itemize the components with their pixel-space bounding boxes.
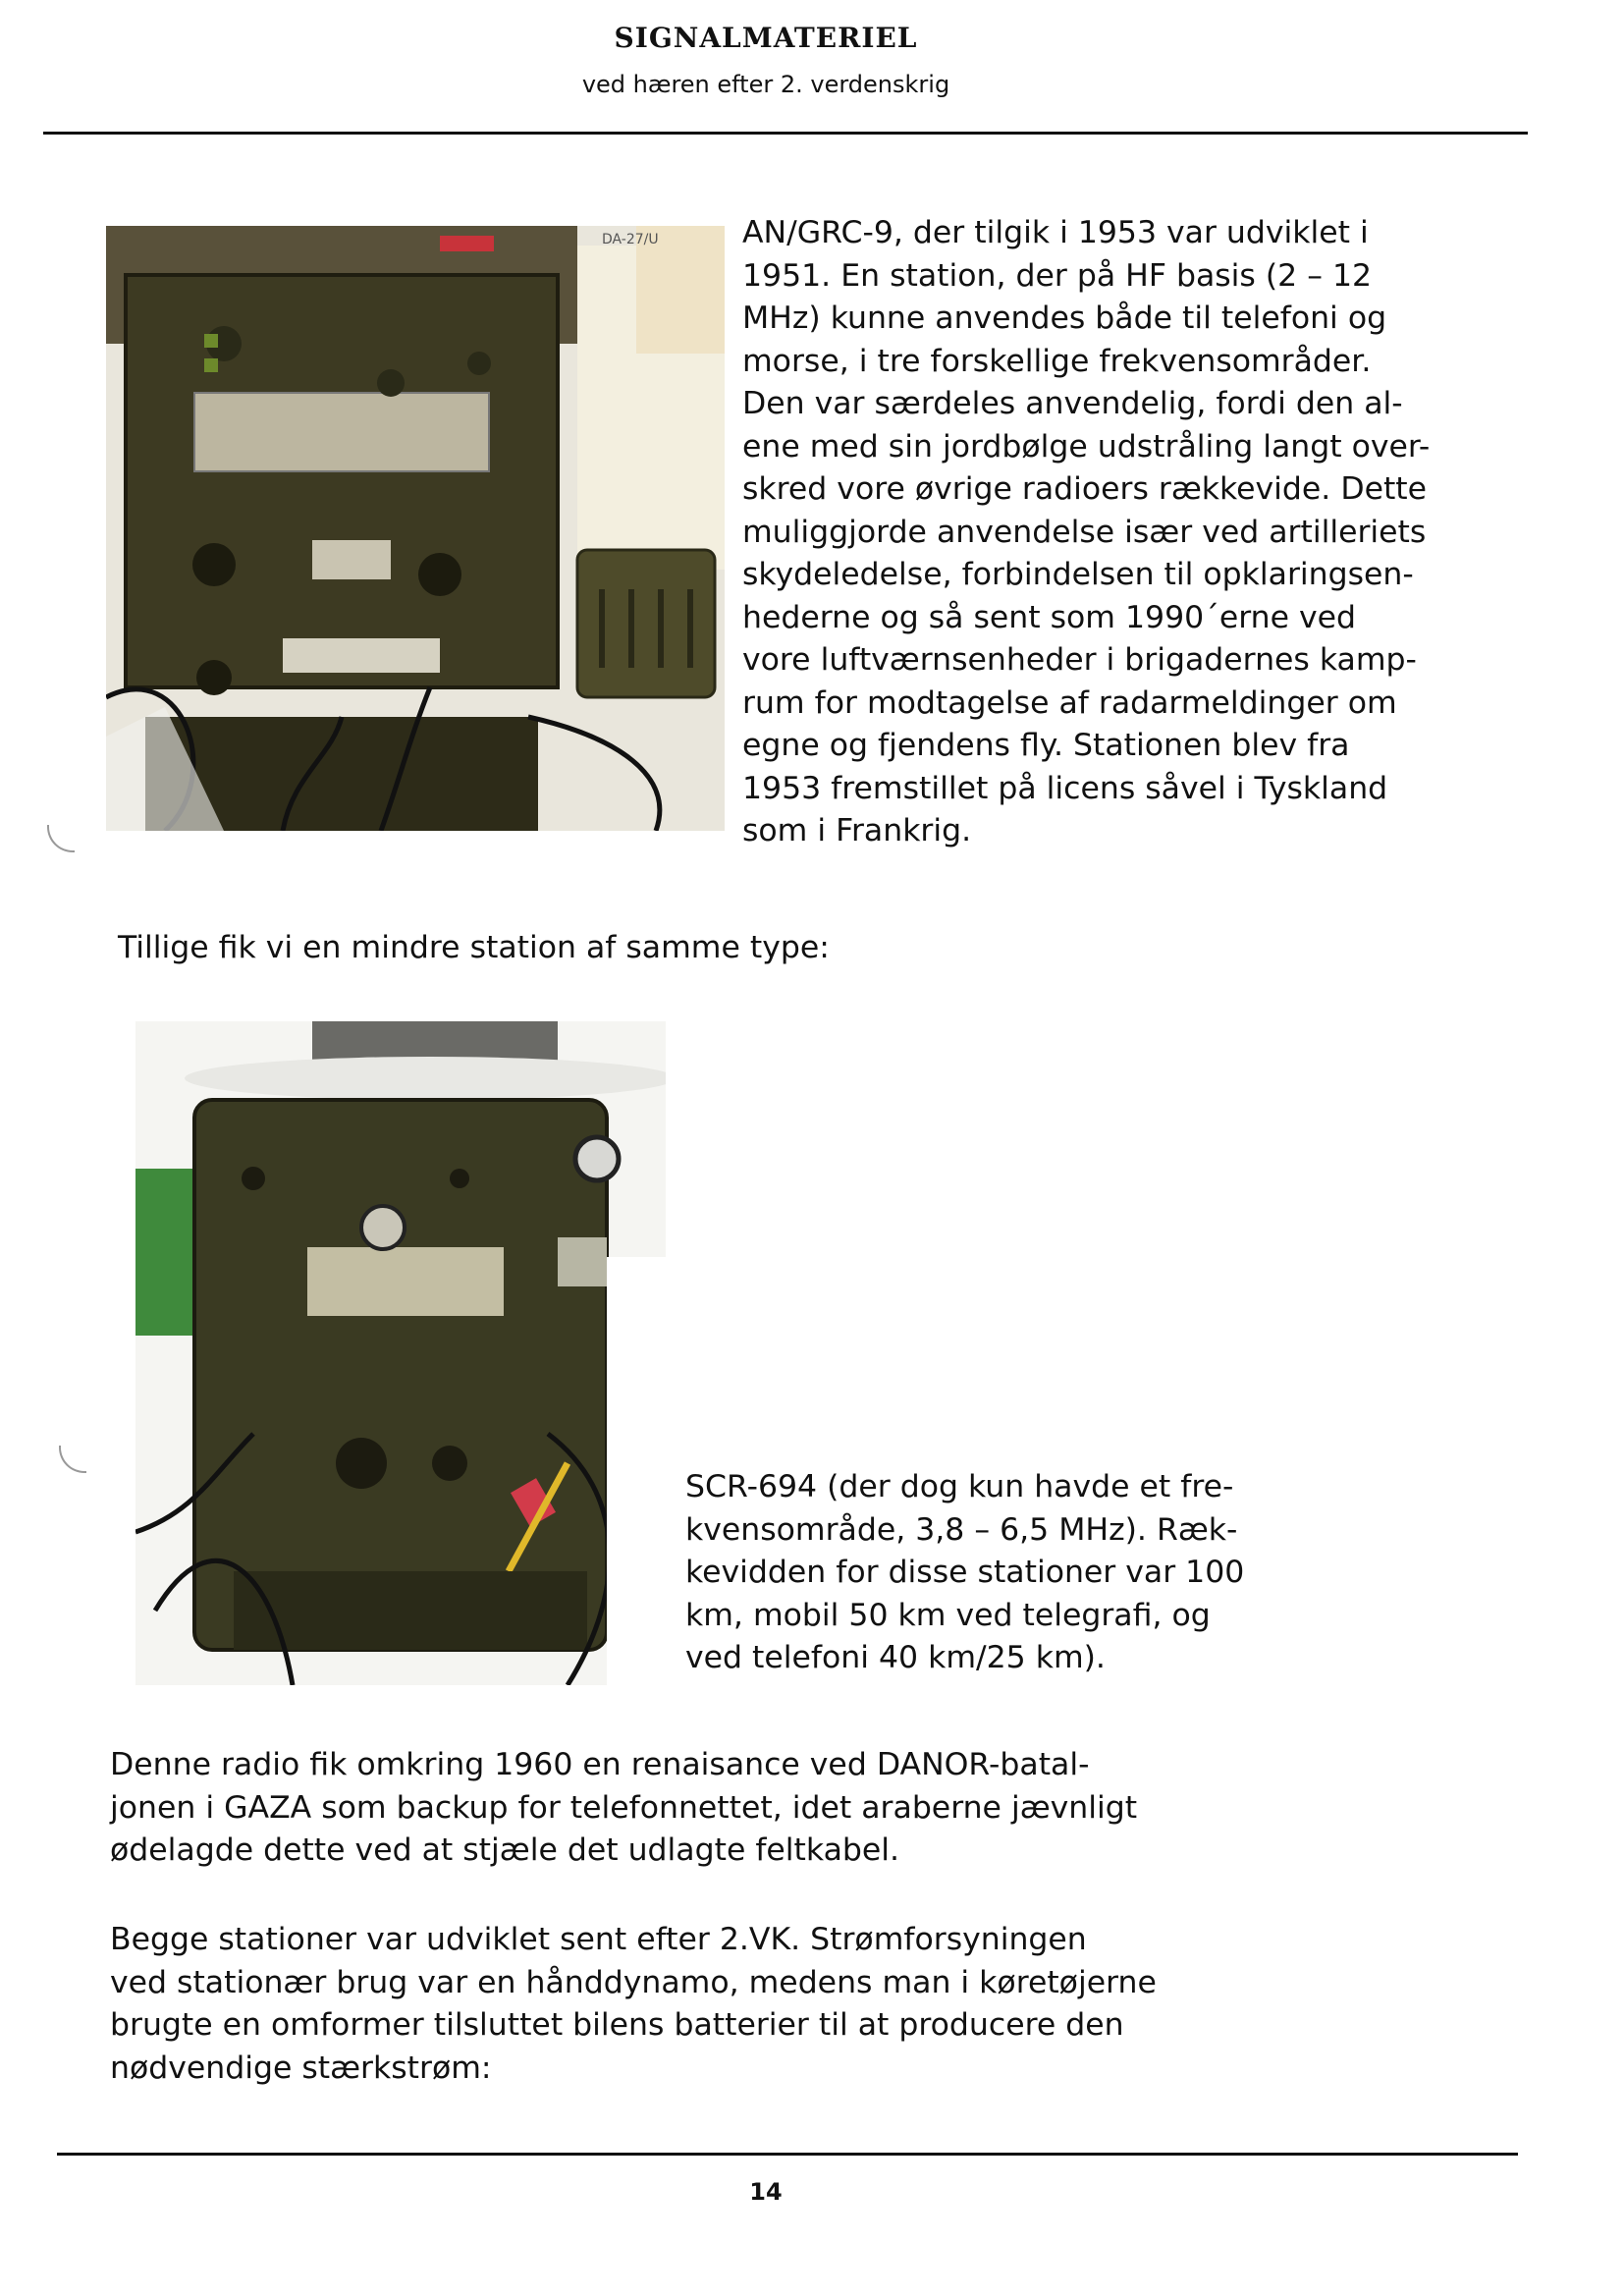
text-line: MHz) kunne anvendes både til telefoni og [742,301,1387,336]
text-line: morse, i tre forskellige frekvensområder. [742,343,1372,379]
text-line: AN/GRC-9, der tilgik i 1953 var udviklet i [742,215,1369,250]
text-line: brugte en omformer tilsluttet bilens batterier til at producere den [110,2007,1124,2043]
photo-an-grc-9 [106,226,725,831]
text-line: 1951. En station, der på HF basis (2 – 12 [742,257,1373,294]
text-line: skydeledelse, forbindelsen til opklaringsen- [742,557,1414,592]
text-line: som i Frankrig. [742,813,972,848]
text-line: rum for modtagelse af radarmeldinger om [742,684,1397,721]
section-an-grc-9-text [742,212,1557,853]
text-line: SCR-694 (der dog kun havde et fre- [685,1469,1234,1504]
text-line: jonen i GAZA som backup for telefonnettet, idet araberne jævnligt [110,1789,1138,1826]
scan-hole-mark [59,1446,86,1473]
text-line: ene med sin jordbølge udstråling langt over- [742,428,1431,465]
text-line: hederne og så sent som 1990´erne ved [742,599,1357,635]
text-line: kevidden for disse stationer var 100 [685,1555,1245,1590]
intro-second-station: Tillige fik vi en mindre station af samme type: [118,930,830,965]
page-title: SIGNALMATERIEL [614,22,918,54]
section-scr-694-text [685,1466,1314,1680]
paragraph-power-supply [110,1919,1445,2090]
scan-hole-mark [47,825,75,852]
text-line: Denne radio fik omkring 1960 en renaisance ved DANOR-batal- [110,1747,1090,1782]
header-rule [43,132,1528,135]
text-line: vore luftværnsenheder i brigadernes kamp- [742,642,1417,678]
text-line: Begge stationer var udviklet sent efter 2.VK. Strømforsyningen [110,1922,1087,1957]
photo-label-fragment: DA-27/U [602,232,659,247]
text-line: 1953 fremstillet på licens såvel i Tyskland [742,770,1388,806]
text-line: ødelagde dette ved at stjæle det udlagte feltkabel. [110,1832,900,1868]
text-line: Den var særdeles anvendelig, fordi den al- [742,386,1403,421]
text-line: km, mobil 50 km ved telegrafi, og [685,1597,1211,1633]
paragraph-danor [110,1744,1445,1873]
text-line: skred vore øvrige radioers rækkevide. Dette [742,471,1428,507]
text-line: muliggjorde anvendelse især ved artilleriets [742,514,1427,550]
text-line: ved stationær brug var en hånddynamo, medens man i køretøjerne [110,1964,1157,2000]
text-line: ved telefoni 40 km/25 km). [685,1640,1106,1675]
footer-rule [57,2153,1518,2156]
page-number: 14 [749,2178,783,2206]
photo-scr-694 [135,1021,666,1685]
text-line: kvensområde, 3,8 – 6,5 MHz). Ræk- [685,1511,1238,1548]
page-subtitle: ved hæren efter 2. verdenskrig [581,71,950,98]
text-line: egne og fjendens fly. Stationen blev fra [742,728,1350,763]
text-line: nødvendige stærkstrøm: [110,2050,492,2086]
